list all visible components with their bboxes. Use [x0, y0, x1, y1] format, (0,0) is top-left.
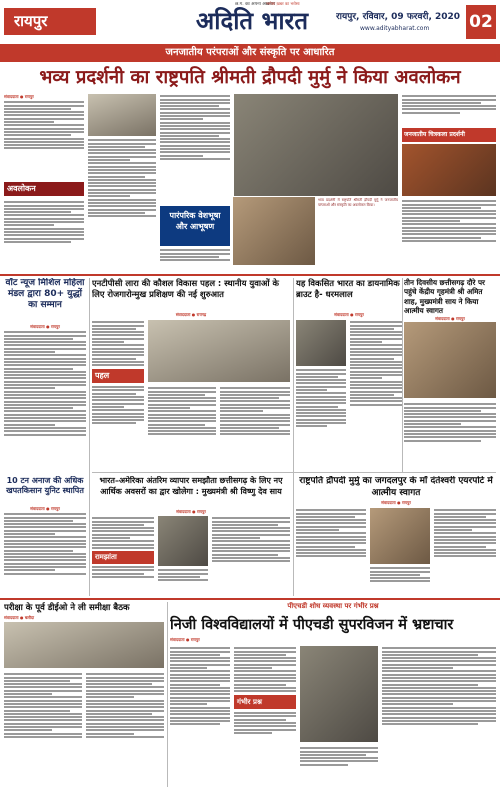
story-training-photo — [148, 320, 290, 382]
story-university-kicker: पीएचडी शोध व्यवस्था पर गंभीर प्रश्न — [287, 602, 379, 610]
lead-right-column — [402, 94, 496, 272]
story-shah-headline: तीन दिवसीय छत्तीसगढ़ दौरे पर पहुंचे केंद्रीय गृहमंत्री श्री अमित शाह, मुख्यमंत्री साय ने किया आत्मीय स्वागत — [404, 278, 485, 316]
story-university-headline: निजी विश्वविद्यालयों में पीएचडी सुपरविजन में भ्रष्टाचार — [170, 617, 454, 633]
lead-sidebar-box — [4, 182, 84, 196]
story-president-airport-headline: राष्ट्रपति द्रौपदी मुर्मु का जगदलपुर के माँ दंतेश्वरी एयरपोर्ट में आत्मीय स्वागत — [299, 476, 493, 498]
lead-col1-text-lower — [4, 200, 84, 270]
story-president-airport — [296, 476, 496, 596]
website: www.adityabharat.com — [360, 25, 430, 32]
story-trade-headline: भारत–अमेरिका अंतरिम व्यापार समझौता छत्तीसगढ़ के लिए नए आर्थिक अवसरों का द्वार खोलेगा : मुख्यमंत्री श्री विष्णु देव साय — [99, 476, 283, 496]
logo-main-text: अदिति भारत — [195, 7, 309, 35]
divider-row2 — [92, 472, 496, 473]
story-training-col2 — [148, 386, 216, 470]
story-exam-photo — [4, 622, 164, 668]
story-trade-side-label: रामझांता — [95, 552, 117, 561]
story-shah-photo — [404, 322, 496, 398]
story-exam — [4, 602, 164, 787]
story-university-byline: संवाददाता ● रायपुर — [170, 637, 200, 642]
story-trade-side-box — [92, 551, 154, 564]
story-welfare-text — [4, 513, 86, 574]
story-university — [170, 602, 496, 787]
story-dynamic — [296, 278, 402, 470]
lead-sidebar-label: अवलोकन — [7, 184, 36, 193]
story-training-side-box — [92, 369, 144, 383]
story-training-col3 — [220, 386, 290, 470]
story-university-col2 — [234, 646, 296, 787]
logo — [176, 1, 326, 41]
lead-photo-label: पारंपरिक वेशभूषा और आभूषण — [169, 211, 221, 231]
story-training-col1 — [92, 320, 144, 470]
lead-photo-label-box — [160, 206, 230, 246]
col-rule-2 — [293, 278, 294, 596]
story-exam-col1 — [4, 672, 82, 787]
story-trade-col3 — [158, 568, 208, 596]
right-col-text-lower — [402, 199, 496, 271]
right-col-text-top — [402, 94, 496, 128]
lead-col1-text — [4, 101, 84, 149]
story-airport-col3 — [370, 566, 430, 596]
right-box-title: जनजातीय चित्रकला प्रदर्शनी — [404, 131, 465, 138]
lead-photo-small — [88, 94, 156, 136]
story-welfare-byline: संवाददाता ● रायपुर — [30, 506, 60, 511]
story-dynamic-col1 — [296, 368, 346, 470]
lead-headline: भव्य प्रदर्शनी का राष्ट्रपति श्रीमती द्रौपदी मुर्मु ने किया अवलोकन — [39, 67, 461, 88]
col-rule-4 — [167, 602, 168, 787]
story-training-side-label: पहल — [95, 371, 110, 381]
story-exam-byline: संवाददाता ● बलौदा — [4, 615, 35, 620]
logo-tagline: भरोसा ख़बर का भरोसा — [266, 1, 300, 6]
lead-byline: संवाददाता ● रायपुर — [4, 94, 34, 99]
right-box-title-band — [402, 128, 496, 142]
lead-caption: भव्य प्रदर्शनी में राष्ट्रपति श्रीमती द्रौपदी मुर्मु ने जनजातीय परंपराओं और संस्कृति का अवलोकन किया। — [318, 198, 398, 207]
story-shah-wide — [404, 278, 496, 470]
story-mahila-text — [4, 331, 86, 435]
divider-lead — [0, 274, 500, 276]
story-mahila-title: वॉट न्यूज मिशिल महिला मंडल द्वारा 80+ युद्धों का सम्मान — [5, 278, 85, 310]
col-rule-3 — [402, 278, 403, 472]
divider-row3 — [0, 598, 500, 600]
story-university-side-box — [234, 695, 296, 709]
story-airport-photo — [370, 508, 430, 564]
right-box-photo — [402, 144, 496, 196]
story-trade-byline: संवाददाता ● रायपुर — [176, 509, 206, 514]
story-airport-col2 — [434, 508, 496, 596]
story-university-col4 — [382, 646, 496, 787]
story-dynamic-col2 — [350, 320, 402, 470]
story-president-airport-byline: संवाददाता ● रायपुर — [381, 500, 411, 505]
story-dynamic-byline: संवाददाता ● रायपुर — [334, 312, 364, 317]
lead-kicker-band — [0, 44, 500, 62]
story-airport-col1 — [296, 508, 366, 596]
story-exam-headline: परीक्षा के पूर्व डीईओ ने ली समीक्षा बैठक — [4, 603, 130, 613]
story-university-col1 — [170, 646, 230, 787]
lead-photo-inset — [232, 196, 316, 266]
story-training — [92, 278, 290, 470]
dateline: रायपुर, रविवार, 09 फरवरी, 2020 — [336, 12, 461, 22]
story-welfare-title: 10 टन अनाज की अधिक खपतकिसान युनिट स्थापित — [6, 476, 84, 495]
story-trade-col2 — [212, 516, 290, 596]
col-rule-1 — [89, 278, 90, 596]
story-mahila-byline: संवाददाता ● रायपुर — [30, 324, 60, 329]
lead-col3-text — [160, 94, 230, 206]
story-welfare — [4, 476, 86, 596]
story-university-photo — [300, 646, 378, 742]
story-trade-col1 — [92, 516, 154, 596]
story-exam-col2 — [86, 672, 164, 787]
lead-col2-text — [88, 138, 156, 272]
city-label: रायपुर — [14, 12, 48, 30]
story-dynamic-headline: यह विकसित भारत का डायनामिक ब्राउट है- धरमलाल — [296, 278, 400, 299]
city-banner — [4, 8, 96, 35]
page-number-text: 02 — [469, 12, 493, 32]
story-university-side-label: गंभीर प्रश्न — [237, 698, 262, 707]
story-training-byline: संवाददाता ● रायगढ़ — [175, 312, 207, 317]
story-university-col3 — [300, 746, 378, 787]
story-trade — [92, 476, 290, 596]
story-training-headline: एनटीपीसी लारा की कौशल विकास पहल : स्थानीय युवाओं के लिए रोजगारोन्मुख प्रशिक्षण की नई शुरुआत — [92, 278, 279, 299]
lead-col1 — [4, 94, 84, 271]
story-shah-byline: संवाददाता ● रायपुर — [435, 316, 465, 321]
story-dynamic-photo — [296, 320, 346, 366]
logo-small-text: छ.ग. का अपना अख़बार — [235, 2, 275, 7]
page-number — [466, 5, 496, 39]
story-mahila — [4, 278, 86, 474]
lead-col3-text-lower — [160, 248, 230, 272]
story-trade-photo — [158, 516, 208, 566]
story-shah-text — [404, 402, 496, 470]
lead-kicker: जनजातीय परंपराओं और संस्कृति पर आधारित — [165, 47, 335, 58]
masthead — [0, 0, 500, 42]
lead-photo-main — [234, 94, 398, 196]
